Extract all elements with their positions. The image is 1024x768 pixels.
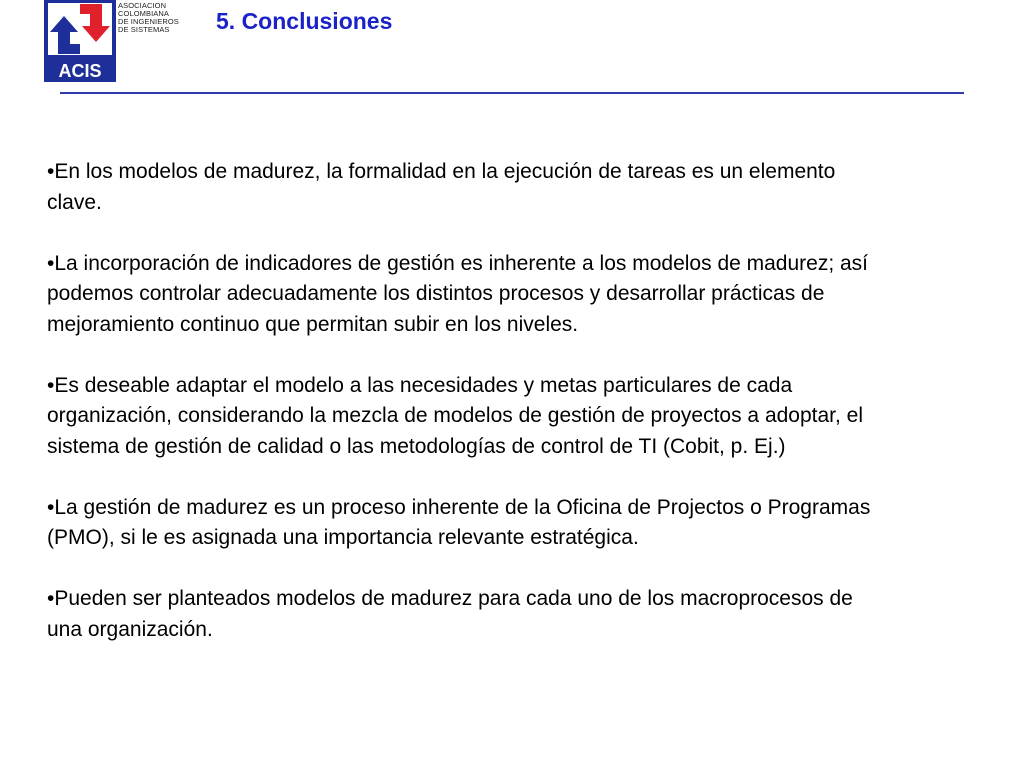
logo-org-line: DE INGENIEROS xyxy=(118,17,179,26)
acis-logo xyxy=(44,0,116,82)
logo-org-line: DE SISTEMAS xyxy=(118,25,170,34)
logo-org-line: COLOMBIANA xyxy=(118,9,170,18)
logo-acronym: ACIS xyxy=(58,61,102,81)
bullet-item: •La incorporación de indicadores de gestión es inherente a los modelos de madurez; así podemos controlar adecuadamente los distintos procesos y desarrollar prácticas de mejoramiento continuo que permitan subir en los niveles. xyxy=(47,251,869,336)
bullet-item: •En los modelos de madurez, la formalidad en la ejecución de tareas es un elemento clave. xyxy=(47,160,836,214)
logo-org-name xyxy=(118,2,179,34)
bullet-item: •Pueden ser planteados modelos de madurez para cada uno de los macroprocesos de una organización. xyxy=(47,587,853,641)
logo-org-line: ASOCIACION xyxy=(118,1,167,10)
bullet-list xyxy=(47,157,887,676)
bullet-item: •La gestión de madurez es un proceso inherente de la Oficina de Projectos o Programas (PMO), si le es asignada una importancia relevante estratégica. xyxy=(47,495,871,549)
bullet-item: •Es deseable adaptar el modelo a las necesidades y metas particulares de cada organización, considerando la mezcla de modelos de gestión de proyectos a adoptar, el sistema de gestión de calidad o las metodologías de control de TI (Cobit, p. Ej.) xyxy=(47,373,864,458)
title-divider xyxy=(60,92,964,94)
slide-title: 5. Conclusiones xyxy=(216,8,393,34)
